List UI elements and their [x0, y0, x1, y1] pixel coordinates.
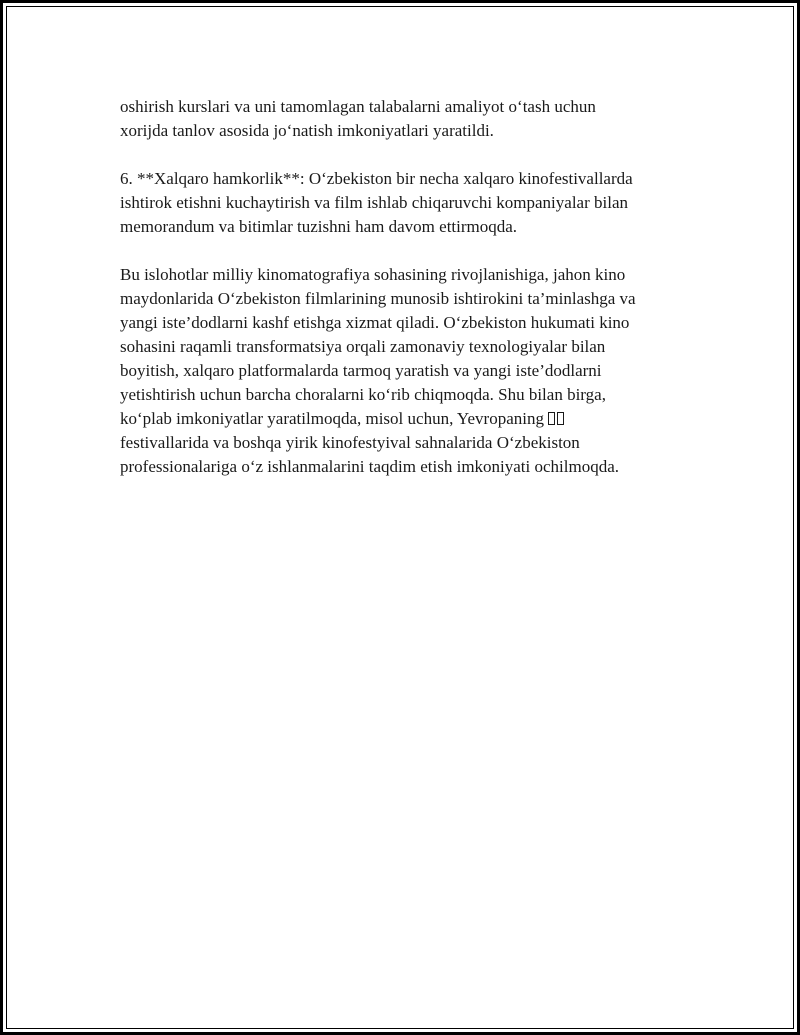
missing-glyph-icon — [548, 412, 555, 425]
paragraph-2 — [120, 167, 680, 239]
text-line: sohasini raqamli transformatsiya orqali zamonaviy texnologiyalar bilan — [120, 337, 606, 356]
paragraph-3 — [120, 263, 680, 479]
missing-glyph-icon — [557, 412, 564, 425]
text-line-with-missing-glyphs — [120, 407, 680, 431]
text-line: xorijda tanlov asosida jo‘natish imkoniyatlari yaratildi. — [120, 121, 494, 140]
text-line: oshirish kurslari va uni tamomlagan talabalarni amaliyot o‘tash uchun — [120, 97, 596, 116]
text-line: professionalariga o‘z ishlanmalarini taqdim etish imkoniyati ochilmoqda. — [120, 457, 620, 476]
text-line: memorandum va bitimlar tuzishni ham davom ettirmoqda. — [120, 217, 518, 236]
text-line: 6. **Xalqaro hamkorlik**: O‘zbekiston bir necha xalqaro kinofestivallarda — [120, 169, 633, 188]
text-line: maydonlarida O‘zbekiston filmlarining munosib ishtirokini ta’minlashga va — [120, 289, 636, 308]
text-line: festivallarida va boshqa yirik kinofestyival sahnalarida O‘zbekiston — [120, 433, 580, 452]
text-line: boyitish, xalqaro platformalarda tarmoq yaratish va yangi iste’dodlarni — [120, 361, 602, 380]
text-line: yetishtirish uchun barcha choralarni ko‘rib chiqmoqda. Shu bilan birga, — [120, 385, 606, 404]
text-line: Bu islohotlar milliy kinomatografiya sohasining rivojlanishiga, jahon kino — [120, 265, 626, 284]
text-line: yangi iste’dodlarni kashf etishga xizmat qiladi. O‘zbekiston hukumati kino — [120, 313, 630, 332]
document-body — [120, 95, 680, 503]
text-line: ishtirok etishni kuchaytirish va film ishlab chiqaruvchi kompaniyalar bilan — [120, 193, 628, 212]
paragraph-1 — [120, 95, 680, 143]
text-segment: ko‘plab imkoniyatlar yaratilmoqda, misol uchun, Yevropaning — [120, 409, 544, 428]
